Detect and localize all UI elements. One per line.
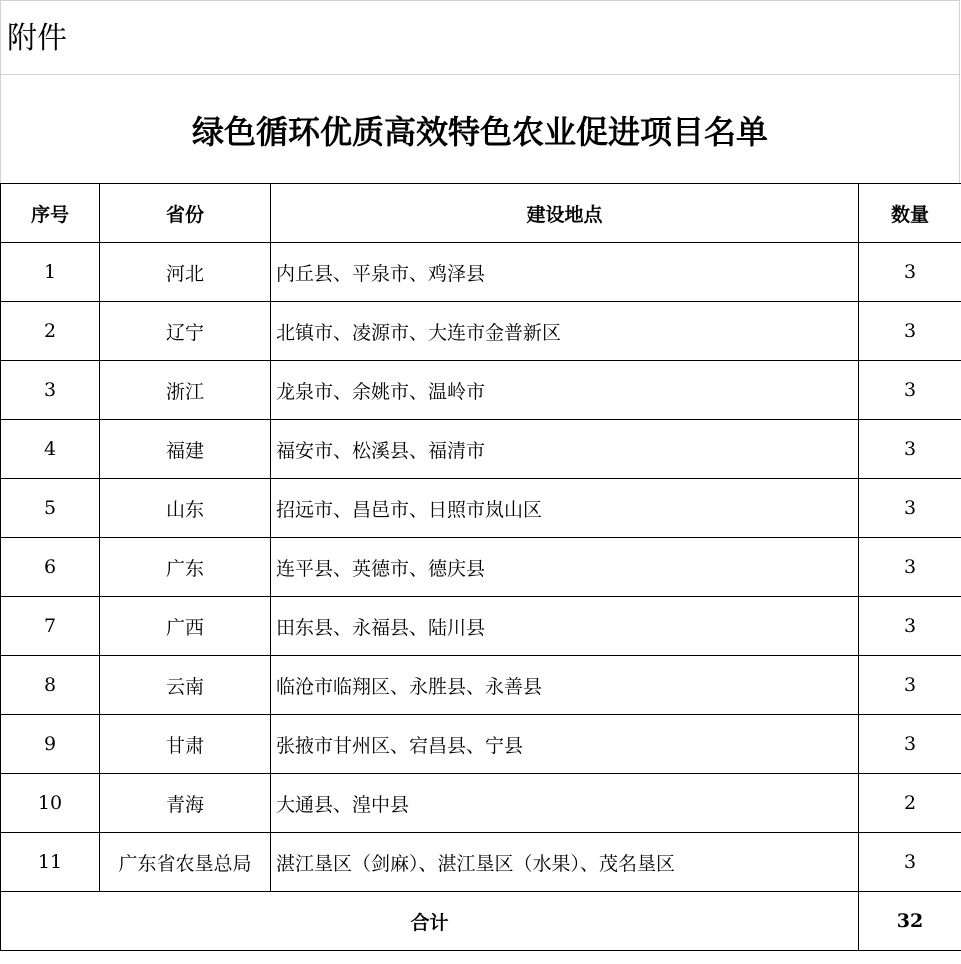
table-row bbox=[1, 833, 961, 892]
cell-province: 福建 bbox=[100, 420, 271, 479]
cell-locations: 招远市、昌邑市、日照市岚山区 bbox=[271, 479, 859, 538]
cell-province: 甘肃 bbox=[100, 715, 271, 774]
cell-count: 3 bbox=[859, 597, 961, 656]
cell-no: 3 bbox=[1, 361, 100, 420]
table-row bbox=[1, 361, 961, 420]
cell-locations: 临沧市临翔区、永胜县、永善县 bbox=[271, 656, 859, 715]
table-row bbox=[1, 597, 961, 656]
cell-province: 广东省农垦总局 bbox=[100, 833, 271, 892]
table-row bbox=[1, 656, 961, 715]
column-header-no: 序号 bbox=[1, 184, 100, 243]
table-row bbox=[1, 420, 961, 479]
cell-province: 广东 bbox=[100, 538, 271, 597]
total-row bbox=[1, 892, 961, 951]
table-header-row bbox=[1, 184, 961, 243]
cell-locations: 龙泉市、余姚市、温岭市 bbox=[271, 361, 859, 420]
table-row bbox=[1, 538, 961, 597]
cell-province: 浙江 bbox=[100, 361, 271, 420]
table-row bbox=[1, 774, 961, 833]
cell-count: 3 bbox=[859, 302, 961, 361]
cell-province: 山东 bbox=[100, 479, 271, 538]
column-header-count: 数量 bbox=[859, 184, 961, 243]
cell-province: 青海 bbox=[100, 774, 271, 833]
cell-count: 3 bbox=[859, 656, 961, 715]
cell-count: 3 bbox=[859, 243, 961, 302]
cell-locations: 大通县、湟中县 bbox=[271, 774, 859, 833]
cell-no: 10 bbox=[1, 774, 100, 833]
cell-count: 3 bbox=[859, 479, 961, 538]
page-title: 绿色循环优质高效特色农业促进项目名单 bbox=[191, 113, 768, 151]
cell-province: 河北 bbox=[100, 243, 271, 302]
cell-no: 9 bbox=[1, 715, 100, 774]
cell-no: 11 bbox=[1, 833, 100, 892]
cell-no: 1 bbox=[1, 243, 100, 302]
cell-no: 7 bbox=[1, 597, 100, 656]
cell-locations: 北镇市、凌源市、大连市金普新区 bbox=[271, 302, 859, 361]
cell-locations: 湛江垦区（剑麻）、湛江垦区（水果）、茂名垦区 bbox=[271, 833, 859, 892]
table-row bbox=[1, 479, 961, 538]
cell-province: 广西 bbox=[100, 597, 271, 656]
total-value: 32 bbox=[859, 892, 961, 951]
cell-no: 6 bbox=[1, 538, 100, 597]
cell-count: 3 bbox=[859, 361, 961, 420]
cell-locations: 内丘县、平泉市、鸡泽县 bbox=[271, 243, 859, 302]
project-table bbox=[0, 183, 961, 951]
cell-count: 3 bbox=[859, 420, 961, 479]
attachment-header bbox=[0, 0, 960, 74]
table-row bbox=[1, 302, 961, 361]
cell-no: 4 bbox=[1, 420, 100, 479]
cell-count: 3 bbox=[859, 538, 961, 597]
column-header-province: 省份 bbox=[100, 184, 271, 243]
cell-count: 3 bbox=[859, 715, 961, 774]
total-label: 合计 bbox=[1, 892, 859, 951]
cell-locations: 张掖市甘州区、宕昌县、宁县 bbox=[271, 715, 859, 774]
cell-locations: 连平县、英德市、德庆县 bbox=[271, 538, 859, 597]
table-row bbox=[1, 243, 961, 302]
cell-count: 3 bbox=[859, 833, 961, 892]
cell-locations: 田东县、永福县、陆川县 bbox=[271, 597, 859, 656]
cell-locations: 福安市、松溪县、福清市 bbox=[271, 420, 859, 479]
cell-province: 云南 bbox=[100, 656, 271, 715]
attachment-label: 附件 bbox=[7, 21, 67, 56]
cell-no: 2 bbox=[1, 302, 100, 361]
cell-count: 2 bbox=[859, 774, 961, 833]
column-header-location: 建设地点 bbox=[271, 184, 859, 243]
cell-province: 辽宁 bbox=[100, 302, 271, 361]
cell-no: 8 bbox=[1, 656, 100, 715]
cell-no: 5 bbox=[1, 479, 100, 538]
table-row bbox=[1, 715, 961, 774]
